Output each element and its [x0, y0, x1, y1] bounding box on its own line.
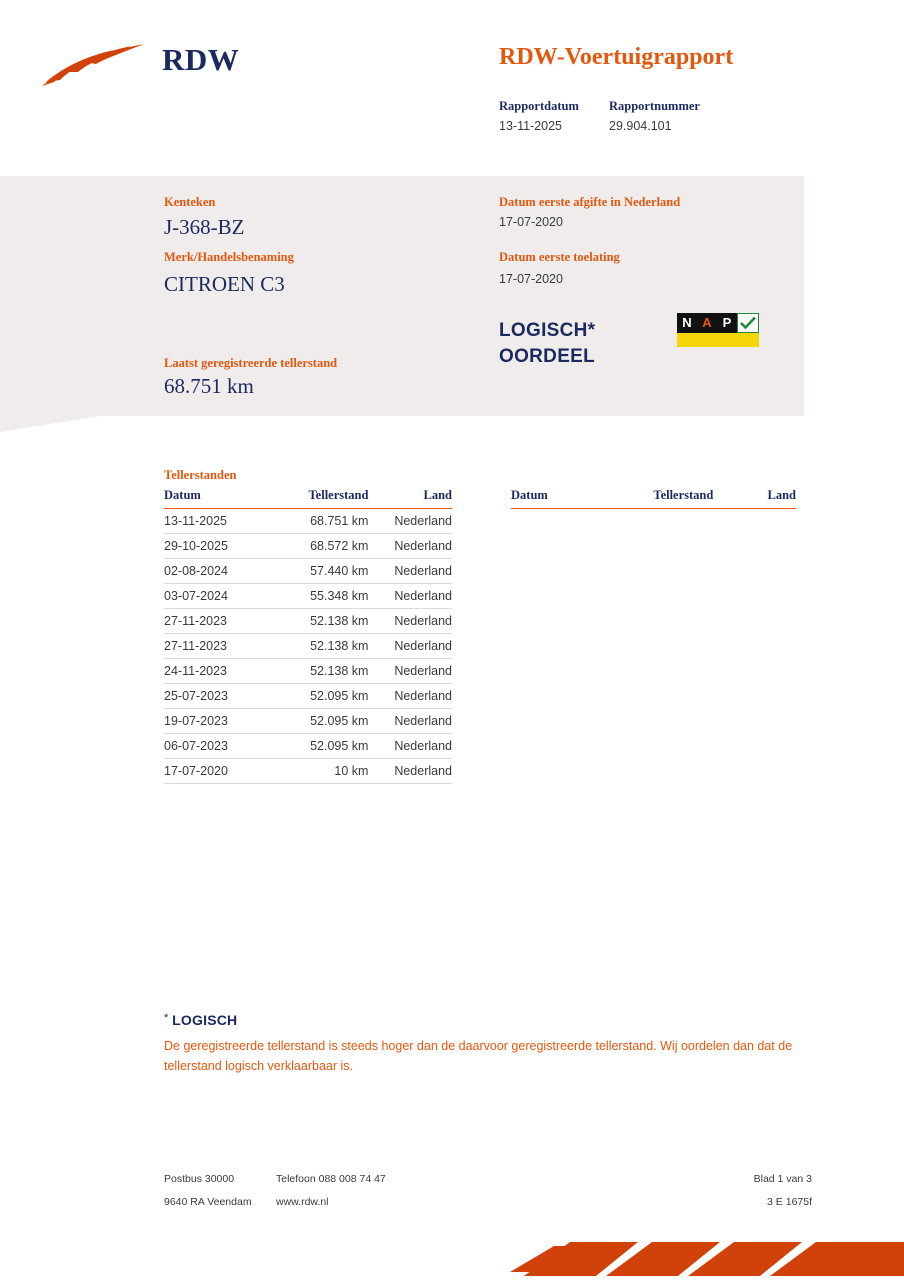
rdw-logo-text: RDW — [162, 42, 240, 77]
kenteken-value: J-368-BZ — [164, 215, 245, 239]
footer-website[interactable]: www.rdw.nl — [276, 1196, 329, 1208]
table-row — [164, 509, 452, 534]
cell-land: Nederland — [368, 759, 452, 784]
footer-phone: Telefoon 088 008 74 47 — [276, 1173, 386, 1185]
table-row — [164, 534, 452, 559]
cell-datum: 27-11-2023 — [164, 634, 279, 659]
nap-letter-p: P — [722, 315, 732, 330]
merk-value: CITROEN C3 — [164, 272, 285, 296]
nap-yellow-bar — [677, 333, 759, 347]
cell-datum: 02-08-2024 — [164, 559, 279, 584]
cell-land: Nederland — [368, 584, 452, 609]
cell-tellerstand: 68.751 km — [279, 509, 368, 534]
table-row — [164, 759, 452, 784]
cell-land: Nederland — [368, 509, 452, 534]
document-header — [0, 0, 904, 176]
column-header-datum: Datum — [511, 488, 625, 509]
cell-tellerstand: 68.572 km — [279, 534, 368, 559]
cell-tellerstand: 55.348 km — [279, 584, 368, 609]
cell-tellerstand: 10 km — [279, 759, 368, 784]
nap-letter-a: A — [702, 315, 712, 330]
table-header-row — [511, 488, 796, 509]
cell-tellerstand: 52.095 km — [279, 709, 368, 734]
rdw-logo — [40, 36, 250, 96]
odometer-table-right — [511, 488, 796, 509]
footer-postbus: Postbus 30000 — [164, 1173, 235, 1185]
column-header-tellerstand: Tellerstand — [279, 488, 368, 509]
cell-datum: 19-07-2023 — [164, 709, 279, 734]
judgement-block — [499, 318, 595, 370]
column-header-land: Land — [368, 488, 452, 509]
cell-land: Nederland — [368, 559, 452, 584]
nap-checkmark-icon — [737, 313, 759, 333]
column-header-land: Land — [713, 488, 796, 509]
cell-datum: 13-11-2025 — [164, 509, 279, 534]
report-number-value: 29.904.101 — [609, 119, 672, 133]
report-date-value: 13-11-2025 — [499, 119, 563, 133]
table-row — [164, 559, 452, 584]
nap-letter-n: N — [682, 315, 692, 330]
report-date-label: Rapportdatum — [499, 99, 579, 113]
cell-datum: 24-11-2023 — [164, 659, 279, 684]
column-header-datum: Datum — [164, 488, 279, 509]
odometer-table-title: Tellerstanden — [164, 468, 237, 482]
footnote-title — [164, 1012, 237, 1028]
table-row — [164, 734, 452, 759]
cell-land: Nederland — [368, 734, 452, 759]
nap-logo — [677, 313, 759, 347]
cell-tellerstand: 52.095 km — [279, 734, 368, 759]
column-header-tellerstand: Tellerstand — [625, 488, 713, 509]
cell-land: Nederland — [368, 634, 452, 659]
report-number-label: Rapportnummer — [609, 99, 700, 113]
cell-land: Nederland — [368, 684, 452, 709]
judgement-line-2: OORDEEL — [499, 346, 596, 367]
first-issue-date-label: Datum eerste afgifte in Nederland — [499, 195, 681, 209]
kenteken-label: Kenteken — [164, 195, 216, 209]
table-header-row — [164, 488, 452, 509]
table-row — [164, 584, 452, 609]
cell-land: Nederland — [368, 709, 452, 734]
page-title: RDW-Voertuigrapport — [499, 44, 734, 70]
first-admission-date-value: 17-07-2020 — [499, 272, 563, 286]
odometer-table-left — [164, 488, 452, 784]
rdw-flame-icon — [40, 42, 148, 90]
cell-datum: 06-07-2023 — [164, 734, 279, 759]
footer-form-code: 3 E 1675f — [767, 1196, 812, 1208]
vehicle-summary-panel — [0, 176, 804, 416]
cell-tellerstand: 52.138 km — [279, 609, 368, 634]
rdw-stripes-icon — [510, 1232, 904, 1280]
cell-land: Nederland — [368, 659, 452, 684]
footnote-body: De geregistreerde tellerstand is steeds hoger dan de daarvoor geregistreerde tellerstand. Wij oordelen dan dat de tellerstand logisch verklaarbaar is. — [164, 1039, 793, 1073]
footer-page-number: Blad 1 van 3 — [753, 1173, 812, 1185]
first-issue-date-value: 17-07-2020 — [499, 215, 563, 229]
cell-datum: 17-07-2020 — [164, 759, 279, 784]
last-odometer-label: Laatst geregistreerde tellerstand — [164, 356, 338, 370]
footer-city: 9640 RA Veendam — [164, 1196, 252, 1208]
table-row — [164, 709, 452, 734]
footnote-star: * — [164, 1012, 169, 1024]
cell-tellerstand: 57.440 km — [279, 559, 368, 584]
first-admission-date-label: Datum eerste toelating — [499, 250, 620, 264]
judgement-line-1: LOGISCH* — [499, 320, 596, 341]
cell-datum: 29-10-2025 — [164, 534, 279, 559]
cell-tellerstand: 52.138 km — [279, 634, 368, 659]
cell-tellerstand: 52.138 km — [279, 659, 368, 684]
table-row — [164, 684, 452, 709]
table-row — [164, 609, 452, 634]
cell-datum: 25-07-2023 — [164, 684, 279, 709]
last-odometer-value: 68.751 km — [164, 374, 254, 398]
cell-tellerstand: 52.095 km — [279, 684, 368, 709]
panel-corner-notch — [0, 416, 100, 432]
footnote-heading: LOGISCH — [172, 1012, 238, 1028]
cell-land: Nederland — [368, 609, 452, 634]
nap-letters — [677, 313, 737, 333]
merk-label: Merk/Handelsbenaming — [164, 250, 294, 264]
table-row — [164, 634, 452, 659]
cell-datum: 03-07-2024 — [164, 584, 279, 609]
cell-datum: 27-11-2023 — [164, 609, 279, 634]
cell-land: Nederland — [368, 534, 452, 559]
table-row — [164, 659, 452, 684]
